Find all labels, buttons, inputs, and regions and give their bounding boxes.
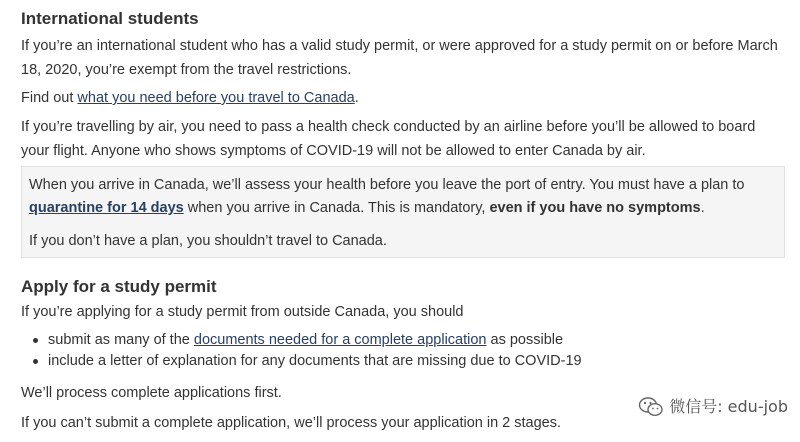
exemption-paragraph: If you’re an international student who has a valid study permit, or were approved for a study permit on or before March 18, 2020, you’re exempt from the travel restrictions. [21,38,778,78]
submit-suffix: as possible [486,332,564,348]
quarantine-notice-text [29,174,776,220]
wechat-watermark [636,395,790,419]
no-symptoms-emphasis: even if you have no symptoms [489,200,701,216]
quarantine-notice-box [21,166,785,258]
find-out-suffix: . [354,90,359,106]
two-stages-paragraph: If you can’t submit a complete application, we’ll process your application in 2 stages. [21,415,562,431]
submit-prefix: submit as many of the [48,332,194,348]
quarantine-link[interactable]: quarantine for 14 days [29,200,184,216]
air-travel-paragraph: If you’re travelling by air, you need to pass a health check conducted by an airline before you’ll be allowed to board your flight. Anyone who shows symptoms of COVID-19 will not be allowed to enter Canada by air. [21,119,756,159]
quarantine-prefix: When you arrive in Canada, we’ll assess your health before you leave the port of entry. You must have a plan to [29,177,745,193]
international-students-heading: International students [21,9,199,28]
apply-intro-paragraph: If you’re applying for a study permit from outside Canada, you should [21,304,464,320]
apply-study-permit-heading: Apply for a study permit [21,277,217,296]
quarantine-middle: when you arrive in Canada. This is mandatory, [183,200,490,216]
list-item [48,330,582,351]
application-steps-list [21,330,582,372]
wechat-icon [638,396,664,418]
complete-first-paragraph: We’ll process complete applications first. [21,385,282,401]
travel-requirements-link[interactable]: what you need before you travel to Canada [77,90,355,106]
find-out-prefix: Find out [21,90,78,106]
find-out-paragraph [21,86,359,110]
list-item: include a letter of explanation for any documents that are missing due to COVID-19 [48,351,582,372]
quarantine-suffix: . [700,200,705,216]
no-plan-text: If you don’t have a plan, you shouldn’t travel to Canada. [29,233,387,249]
documents-needed-link[interactable]: documents needed for a complete application [193,332,487,348]
wechat-id-text: 微信号: edu-job [669,397,788,416]
